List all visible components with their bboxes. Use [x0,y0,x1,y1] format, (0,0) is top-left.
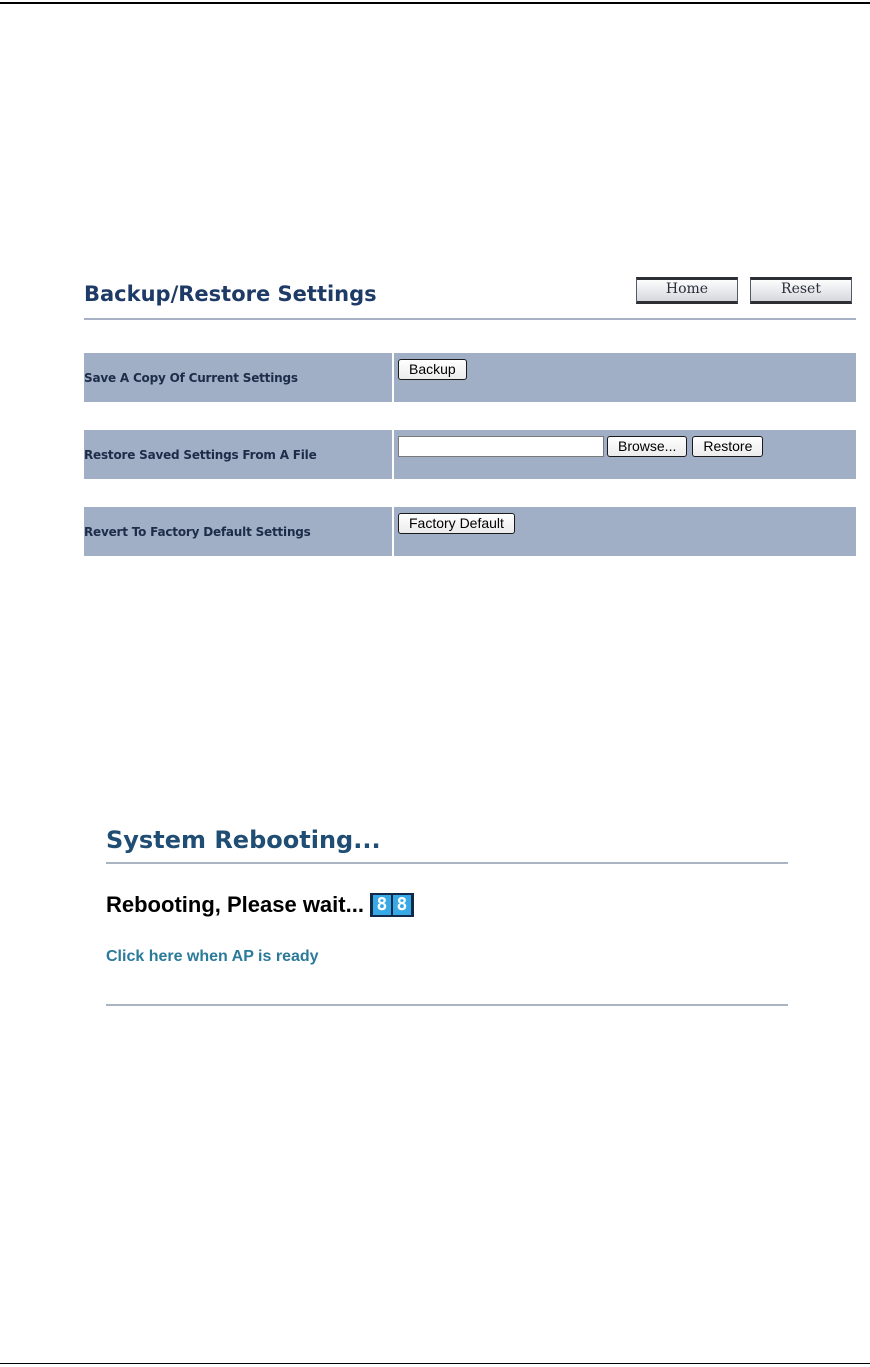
factory-default-button[interactable]: Factory Default [398,513,515,534]
browse-button[interactable]: Browse... [607,436,687,457]
factory-default-row-controls [398,513,515,534]
countdown-display [370,893,414,917]
restore-button[interactable]: Restore [692,436,763,457]
page-top-rule [0,2,870,4]
row-divider [392,507,394,556]
backup-button[interactable]: Backup [398,359,467,380]
factory-default-row [84,507,856,556]
reboot-top-divider [106,862,788,864]
reset-button[interactable]: Reset [750,277,852,304]
title-divider [84,318,856,320]
restore-row-controls [398,436,763,457]
backup-row [84,353,856,402]
system-rebooting-title: System Rebooting... [106,826,381,854]
row-divider [392,430,394,479]
reboot-message-line [106,892,414,918]
page-bottom-rule [0,1363,870,1364]
restore-file-input[interactable] [398,436,604,457]
factory-default-row-label: Revert To Factory Default Settings [84,524,311,539]
backup-row-label: Save A Copy Of Current Settings [84,370,298,385]
countdown-digit: 8 [393,895,411,915]
row-divider [392,353,394,402]
home-button[interactable]: Home [636,277,738,304]
reboot-bottom-divider [106,1004,788,1006]
countdown-digit: 8 [373,895,391,915]
restore-row-label: Restore Saved Settings From A File [84,447,317,462]
reboot-message: Rebooting, Please wait... [106,892,364,917]
ap-ready-link[interactable]: Click here when AP is ready [106,948,319,965]
backup-restore-title: Backup/Restore Settings [84,282,377,306]
backup-row-controls [398,359,467,380]
restore-row [84,430,856,479]
